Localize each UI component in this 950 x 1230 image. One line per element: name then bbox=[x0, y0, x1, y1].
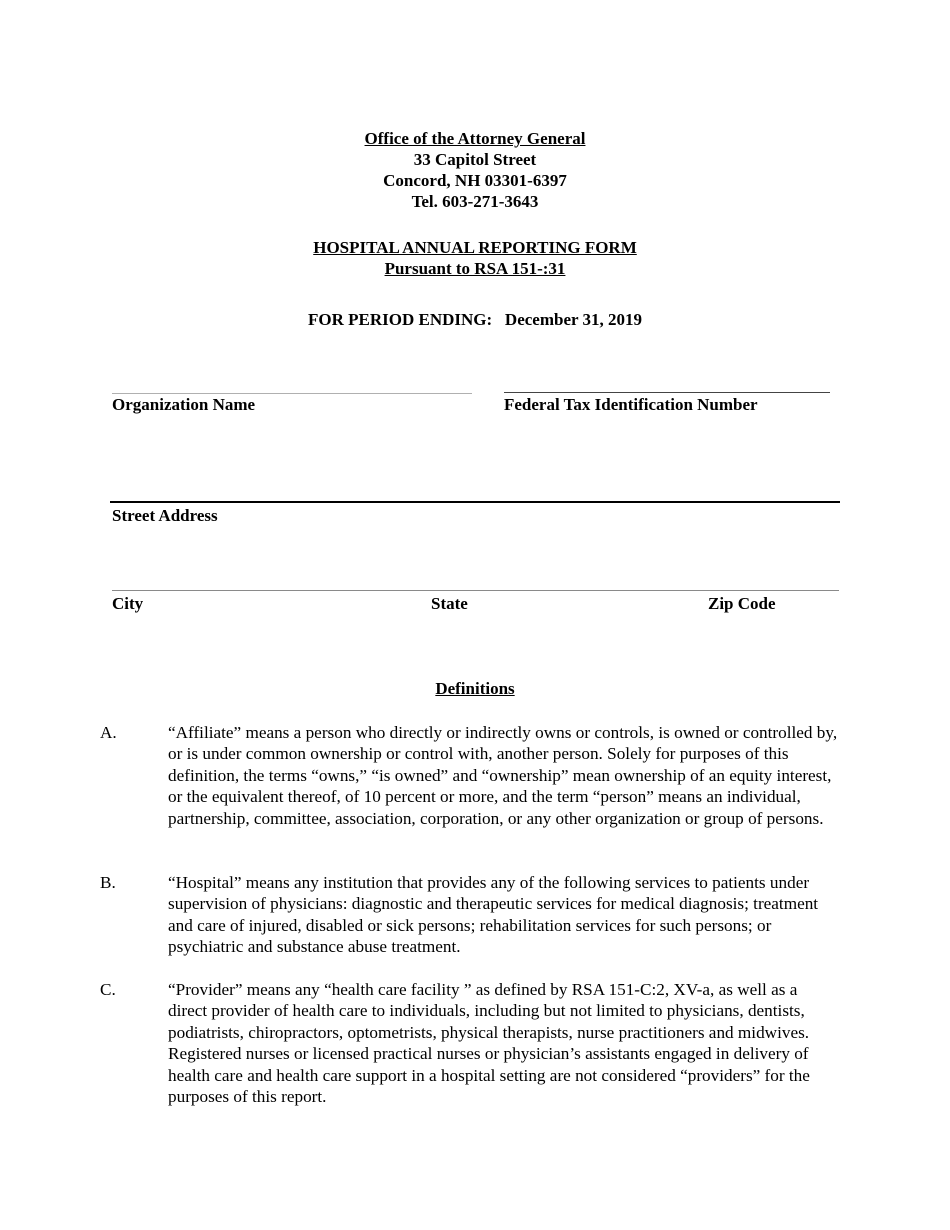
office-telephone: Tel. 603-271-3643 bbox=[411, 192, 539, 211]
street-address-line[interactable] bbox=[110, 501, 840, 503]
city-label: City bbox=[112, 594, 144, 613]
definition-letter: B. bbox=[100, 873, 116, 892]
street-address-label: Street Address bbox=[112, 506, 218, 525]
office-street: 33 Capitol Street bbox=[413, 150, 537, 169]
period-ending bbox=[0, 309, 950, 330]
state-label: State bbox=[431, 594, 468, 613]
definition-text: “Affiliate” means a person who directly or indirectly owns or controls, is owned or controlled by, or is under common ownership or control with, another person. Solely for purposes of this definition, the terms “owns,” “is owned” and “ownership” mean ownership of an equity interest, or the equivalent thereof, of 10 percent or more, and the term “person” means an individual, partnership, committee, association, corporation, or any other organization or group of persons. bbox=[168, 723, 838, 828]
form-title: HOSPITAL ANNUAL REPORTING FORM bbox=[313, 238, 637, 257]
federal-tax-id-label: Federal Tax Identification Number bbox=[504, 395, 758, 414]
definition-item bbox=[100, 979, 840, 1107]
definition-text: “Hospital” means any institution that provides any of the following services to patients under supervision of physicians: diagnostic and therapeutic services for medical diagnosis; treatment and care of injured, disabled or sick persons; rehabilitation services for such persons; or psychiatric and substance abuse treatment. bbox=[168, 873, 819, 957]
definition-item bbox=[100, 722, 840, 829]
federal-tax-id-line[interactable] bbox=[504, 392, 830, 393]
definition-item bbox=[100, 872, 840, 958]
city-state-zip-line[interactable] bbox=[112, 590, 839, 591]
definition-letter: C. bbox=[100, 980, 116, 999]
period-value: December 31, 2019 bbox=[504, 310, 642, 329]
definitions-heading: Definitions bbox=[435, 679, 515, 698]
definition-text: “Provider” means any “health care facility ” as defined by RSA 151-C:2, XV-a, as well as a direct provider of health care to individuals, including but not limited to physicians, dentists, podiatrists, chiropractors, optometrists, physical therapists, nurse practitioners and midwives. Registered nurses or licensed practical nurses or physician’s assistants engaged in delivery of health care and health care support in a hospital setting are not considered “providers” for the purposes of this report. bbox=[168, 980, 810, 1107]
form-subtitle: Pursuant to RSA 151-:31 bbox=[384, 259, 566, 278]
definition-letter: A. bbox=[100, 723, 117, 742]
organization-name-label: Organization Name bbox=[112, 395, 256, 414]
office-name: Office of the Attorney General bbox=[364, 129, 586, 148]
zip-code-label: Zip Code bbox=[708, 594, 776, 613]
period-label: FOR PERIOD ENDING: bbox=[308, 310, 493, 329]
office-city-state-zip: Concord, NH 03301-6397 bbox=[383, 171, 567, 190]
letterhead bbox=[0, 128, 950, 212]
form-title-block bbox=[0, 237, 950, 279]
organization-name-line[interactable] bbox=[112, 393, 472, 394]
